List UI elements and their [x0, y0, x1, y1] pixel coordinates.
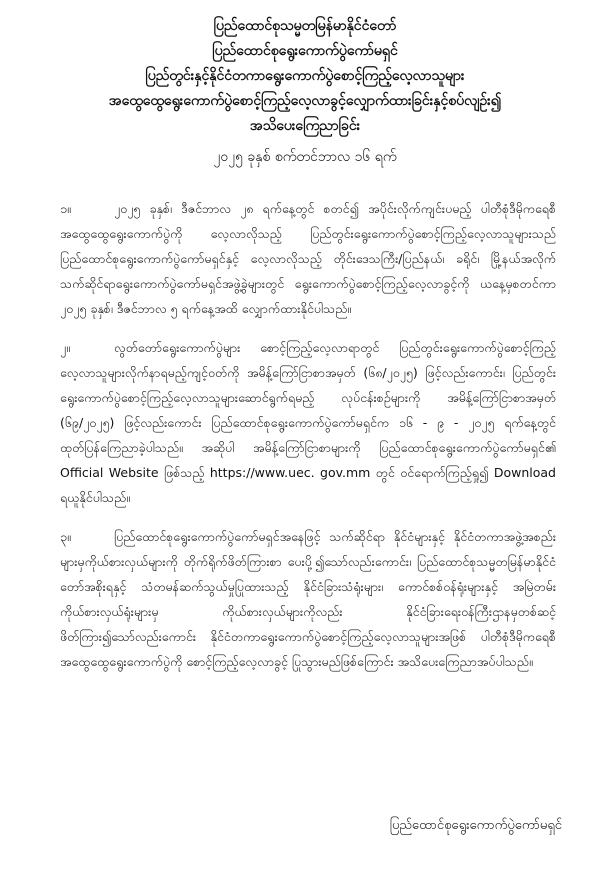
- paragraph-number: ၁။: [60, 201, 71, 216]
- paragraph-text: ၂၀၂၅ ခုနှစ်၊ ဒီဇင်ဘာလ ၂၈ ရက်နေ့တွင် စတင်၍ အပိုင်းလိုက်ကျင်းပမည့် ပါတီစုံဒီမိုကရေစီအထွေထွေရွေးကောက်ပွဲကို လေ့လာလိုသည့် ပြည်တွင်းရွေးကောက်ပွဲစောင့်ကြည့်လေ့လာသူများသည် ပြည်ထောင်စုရွေးကောက်ပွဲကော်မရှင်နှင့် လေ့လာလိုသည့် တိုင်းဒေသကြီး/ပြည်နယ်၊ ခရိုင်၊ မြို့နယ်အလိုက် သက်ဆိုင်ရာရွေးကောက်ပွဲကော်မရှင်အဖွဲ့ခွဲများတွင် ရွေးကောက်ပွဲစောင့်ကြည့်လေ့လာခွင့်ကို ယနေ့မှစတင်ကာ ၂၀၂၅ ခုနှစ်၊ ဒီဇင်ဘာလ ၅ ရက်နေ့အထိ လျှောက်ထားနိုင်ပါသည်။: [60, 201, 556, 316]
- header-line-announcement: အသိပေးကြေညာခြင်း: [249, 118, 361, 134]
- header-line-observers: ပြည်တွင်းနှင့်နိုင်ငံတကာရွေးကောက်ပွဲစောင့်ကြည့်လေ့လာသူများ: [145, 68, 465, 84]
- signature-commission: ပြည်ထောင်စုရွေးကောက်ပွဲကော်မရှင်: [389, 818, 562, 833]
- header-line-commission: ပြည်ထောင်စုရွေးကောက်ပွဲကော်မရှင်: [212, 43, 398, 59]
- paragraph-number: ၃။: [60, 529, 71, 544]
- document-date: ၂၀၂၅ ခုနှစ် စက်တင်ဘာလ ၁၆ ရက်: [213, 149, 397, 165]
- paragraph-1: [60, 196, 556, 321]
- paragraph-3: [60, 524, 556, 674]
- paragraph-number: ၂။: [60, 340, 70, 355]
- paragraph-text: ပြည်ထောင်စုရွေးကောက်ပွဲကော်မရှင်အနေဖြင့် သက်ဆိုင်ရာ နိုင်ငံများနှင့် နိုင်ငံတကာအဖွဲ့အစည်းများမှကိုယ်စားလှယ်များကို တိုက်ရိုက်ဖိတ်ကြားစာ ပေးပို့၍သော်လည်းကောင်း၊ ပြည်ထောင်စုသမ္မတမြန်မာနိုင်ငံတော်အစိုးရနှင့် သံတမန်ဆက်သွယ်မှုပြုထားသည့် နိုင်ငံခြားသံရုံးများ၊ ကောင်စစ်ဝန်ရုံးများနှင့် အမြဲတမ်းကိုယ်စားလှယ်ရုံးများမှ ကိုယ်စားလှယ်များကိုလည်း နိုင်ငံခြားရေးဝန်ကြီးဌာနမှတစ်ဆင့် ဖိတ်ကြား၍သော်လည်းကောင်း နိုင်ငံတကာရွေးကောက်ပွဲစောင့်ကြည့်လေ့လာသူများအဖြစ် ပါတီစုံဒီမိုကရေစီအထွေထွေရွေးကောက်ပွဲကို စောင့်ကြည့်လေ့လာခွင့် ပြုသွားမည်ဖြစ်ကြောင်း အသိပေးကြေညာအပ်ပါသည်။: [60, 529, 556, 669]
- header-line-country: ပြည်ထောင်စုသမ္မတမြန်မာနိုင်ငံတော်: [213, 18, 397, 34]
- paragraph-2: [60, 335, 556, 510]
- header-line-subject: အထွေထွေရွေးကောက်ပွဲစောင့်ကြည့်လေ့လာခွင့်လျှောက်ထားခြင်းနှင့်စပ်လျဉ်း၍: [108, 93, 502, 109]
- document-header: [0, 14, 610, 169]
- paragraph-text: လွတ်တော်ရွေးကောက်ပွဲများ စောင့်ကြည့်လေ့လာရာတွင် ပြည်တွင်းရွေးကောက်ပွဲစောင့်ကြည့်လေ့လာသူများလိုက်နာရမည့်ကျင့်ဝတ်ကို အမိန့်ကြော်ငြာစာအမှတ် (၆၈/၂၀၂၅) ဖြင့်လည်းကောင်း၊ ပြည်တွင်းရွေးကောက်ပွဲစောင့်ကြည့်လေ့လာသူများဆောင်ရွက်ရမည့် လုပ်ငန်းစဉ်များကို အမိန့်ကြော်ငြာစာအမှတ် (၆၉/၂၀၂၅) ဖြင့်လည်းကောင်း ပြည်ထောင်စုရွေးကောက်ပွဲကော်မရှင်က ၁၆ - ၉ - ၂၀၂၅ ရက်နေ့တွင် ထုတ်ပြန်ကြေညာခဲ့ပါသည်။ အဆိုပါ အမိန့်ကြော်ငြာစာများကို ပြည်ထောင်စုရွေးကောက်ပွဲကော်မရှင်၏ Official Website ဖြစ်သည့် https://www.uec. gov.mm တွင် ဝင်ရောက်ကြည့်ရှု၍ Download ရယူနိုင်ပါသည်။: [60, 340, 556, 505]
- document-body: [60, 196, 556, 688]
